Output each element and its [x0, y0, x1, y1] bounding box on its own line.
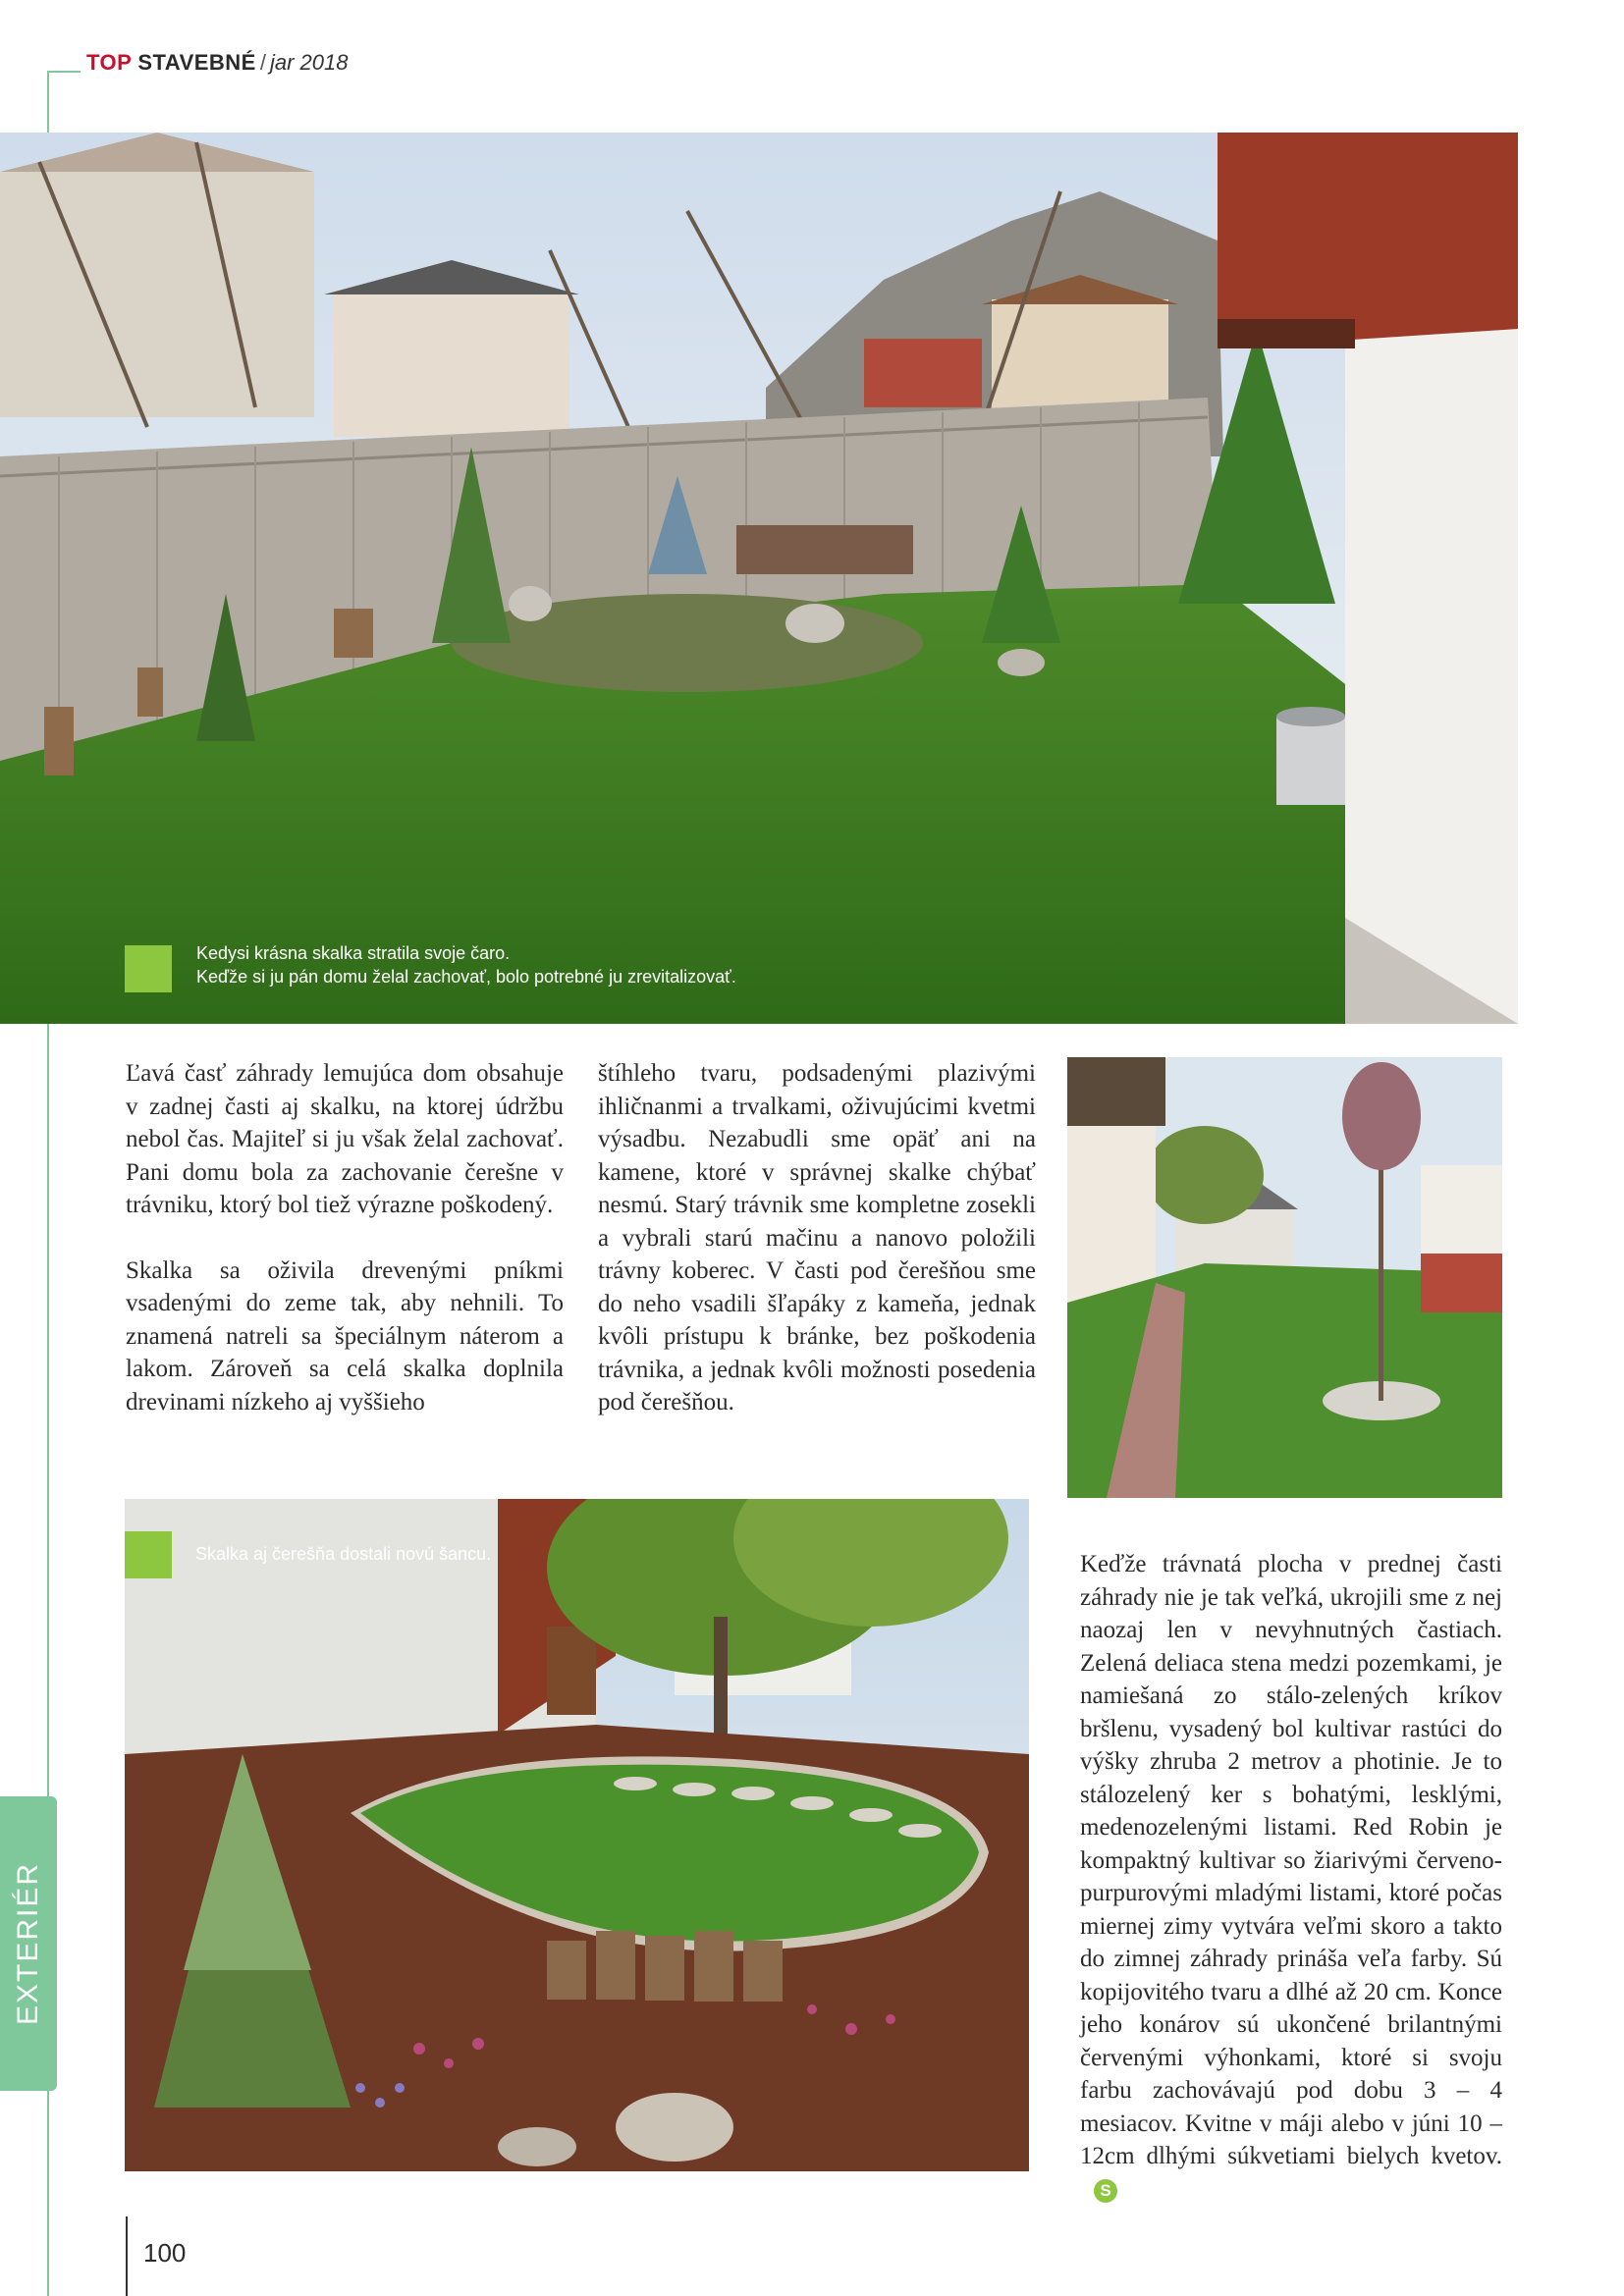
paragraph: Ľavá časť záhrady lemujúca dom obsahuje v zadnej časti aj skalku, na ktorej údržbu nebol čas. Majiteľ si ju však želal zachovať. Pani domu bola za zachovanie čerešne v trávniku, ktorý bol tiež výrazne poškodený.: [126, 1060, 564, 1218]
photo-front-garden: [1067, 1057, 1502, 1498]
header-separator: /: [259, 50, 266, 75]
paragraph-text: Keďže trávnatá plocha v prednej časti záhrady nie je tak veľká, ukrojili sme z nej naozaj len v nevyhnutných častiach. Zelená deliaca stena medzi pozemkami, je namiešaná zo stálo-zelených kríkov bršlenu, vysadený bol kultivar rastúci do výšky zhruba 2 metrov a photinie. Je to stálozelený ker s bohatými, lesklými, medenozelenými listami. Red Robin je kompaktný kultivar so žiarivými červeno-purpurovými mladými listami, ktoré počas miernej zimy vytvára veľmi skoro a takto do zimnej záhrady prináša veľa farby. Sú kopijovitého tvaru a dlhé až 20 cm. Konce jeho konárov sú ukončené brilantnými červenými výhonkami, ktoré si svoju farbu zachovávajú pod dobu 3 – 4 mesiacov. Kvitne v máji alebo v júni 10 – 12cm dlhými súkvetiami bielych kvetov.: [1080, 1551, 1502, 2169]
caption-square-top: [125, 945, 172, 992]
end-of-article-icon: S: [1094, 2179, 1117, 2203]
caption-top: [196, 941, 884, 988]
caption-bottom-text: Skalka aj čerešňa dostali novú šancu.: [195, 1544, 492, 1564]
front-garden-illustration: [1067, 1057, 1502, 1498]
caption-top-line2: Keďže si ju pán domu želal zachovať, bolo potrebné ju zrevitalizovať.: [196, 967, 736, 987]
header-rule: [47, 71, 81, 73]
paragraph: [1080, 1548, 1502, 2206]
photo-garden-after: [125, 1499, 1029, 2171]
brand-main: STAVEBNÉ: [137, 50, 256, 75]
caption-square-bottom: [125, 1531, 172, 1578]
issue-label: jar 2018: [269, 50, 349, 75]
paragraph: štíhleho tvaru, podsadenými plazivými ihličnanmi a trvalkami, oživujúcimi kvetmi výsadbu. Nezabudli sme opäť ani na kamene, ktoré v správnej skalke chýbať nesmú. Starý trávnik sme kompletne zosekli a vybrali starú mačinu a nanovo položili trávny koberec. V časti pod čerešňou sme do neho vsadili šľapáky z kameňa, jednak kvôli prístupu k bránke, bez poškodenia trávnika, a jednak kvôli možnosti posedenia pod čerešňou.: [598, 1060, 1036, 1415]
garden-before-illustration: [0, 133, 1518, 1024]
page-number: 100: [143, 2238, 187, 2268]
brand-top: TOP: [86, 50, 133, 75]
caption-top-line1: Kedysi krásna skalka stratila svoje čaro.: [196, 943, 511, 963]
section-tab-label: EXTERIÉR: [12, 1861, 44, 2026]
text-column-3: [1080, 1548, 1502, 2206]
caption-bottom: [195, 1542, 686, 1566]
text-column-2: [598, 1057, 1036, 1452]
running-header: [86, 49, 349, 77]
page-number-bar: [126, 2216, 128, 2296]
photo-garden-before: [0, 133, 1518, 1024]
paragraph: Skalka sa oživila drevenými pníkmi vsadenými do zeme tak, aby nehnili. To znamená natreli sa špeciálnym náterom a lakom. Zároveň sa celá skalka doplnila drevinami nízkeho aj vyššieho: [126, 1256, 564, 1415]
text-column-1: [126, 1057, 564, 1451]
section-tab: [0, 1796, 57, 2091]
garden-after-illustration: [125, 1499, 1029, 2171]
